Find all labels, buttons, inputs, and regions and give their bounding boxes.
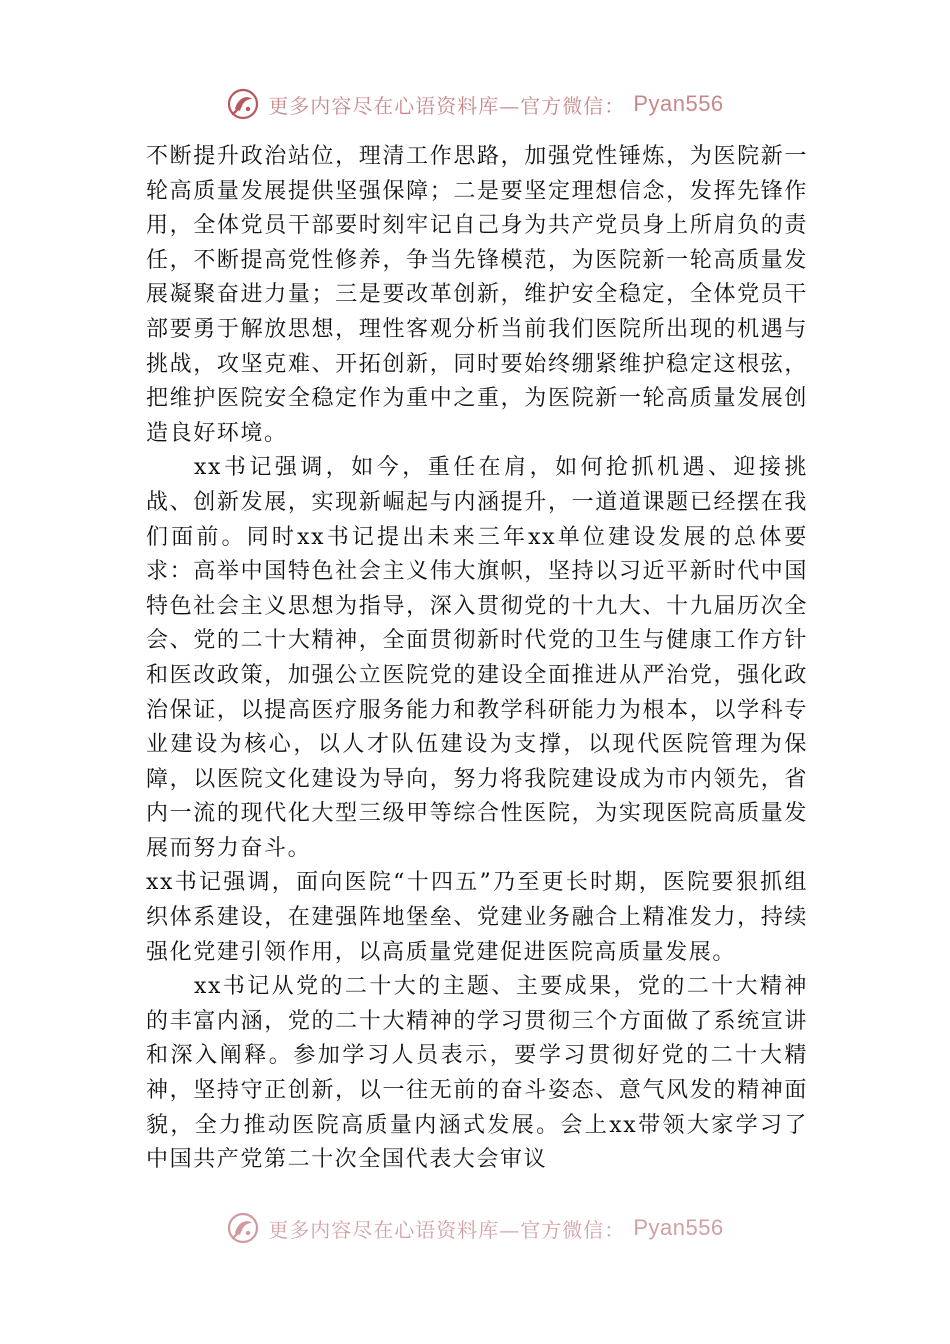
header-banner-handle: Pyan556 [633, 91, 724, 116]
brand-logo-icon [226, 87, 260, 121]
header-watermark-banner [0, 84, 950, 124]
footer-banner-text: 更多内容尽在心语资料库—官方微信： [268, 1217, 626, 1242]
paragraph: xx书记强调，面向医院“十四五”乃至更长时期，医院要狠抓组织体系建设，在建强阵地堡垒、党建业务融合上精准发力，持续强化党建引领作用，以高质量党建促进医院高质量发展。 [146, 870, 808, 965]
paragraph: xx书记从党的二十大的主题、主要成果，党的二十大精神的丰富内涵，党的二十大精神的学习贯彻三个方面做了系统宣讲和深入阐释。参加学习人员表示，要学习贯彻好党的二十大精神，坚持守正创新，以一往无前的奋斗姿态、意气风发的精神面貌，全力推动医院高质量内涵式发展。会上xx带领大家学习了中国共产党第二十次全国代表大会审议 [146, 974, 808, 1173]
document-body [146, 140, 808, 1178]
paragraph-continued: 不断提升政治站位，理清工作思路，加强党性锤炼，为医院新一轮高质量发展提供坚强保障；二是要坚定理想信念，发挥先锋作用，全体党员干部要时刻牢记自己身为共产党员身上所肩负的责任，不断提高党性修养，争当先锋模范，为医院新一轮高质量发展凝聚奋进力量；三是要改革创新，维护安全稳定，全体党员干部要勇于解放思想，理性客观分析当前我们医院所出现的机遇与挑战，攻坚克难、开拓创新，同时要始终绷紧维护稳定这根弦，把维护医院安全稳定作为重中之重，为医院新一轮高质量发展创造良好环境。 [146, 144, 808, 446]
header-banner-text: 更多内容尽在心语资料库—官方微信： [268, 93, 626, 118]
paragraph: xx书记强调，如今，重任在肩，如何抢抓机遇、迎接挑战、创新发展，实现新崛起与内涵提升，一道道课题已经摆在我们面前。同时xx书记提出未来三年xx单位建设发展的总体要求：高举中国特色社会主义伟大旗帜，坚持以习近平新时代中国特色社会主义思想为指导，深入贯彻党的十九大、十九届历次全会、党的二十大精神，全面贯彻新时代党的卫生与健康工作方针和医改政策，加强公立医院党的建设全面推进从严治党，强化政治保证，以提高医疗服务能力和教学科研能力为根本，以学科专业建设为核心，以人才队伍建设为支撑，以现代医院管理为保障，以医院文化建设为导向，努力将我院建设成为市内领先，省内一流的现代化大型三级甲等综合性医院，为实现医院高质量发展而努力奋斗。 [146, 455, 808, 861]
brand-logo-icon [226, 1211, 260, 1245]
footer-banner-handle: Pyan556 [633, 1215, 724, 1240]
footer-watermark-banner [0, 1208, 950, 1248]
